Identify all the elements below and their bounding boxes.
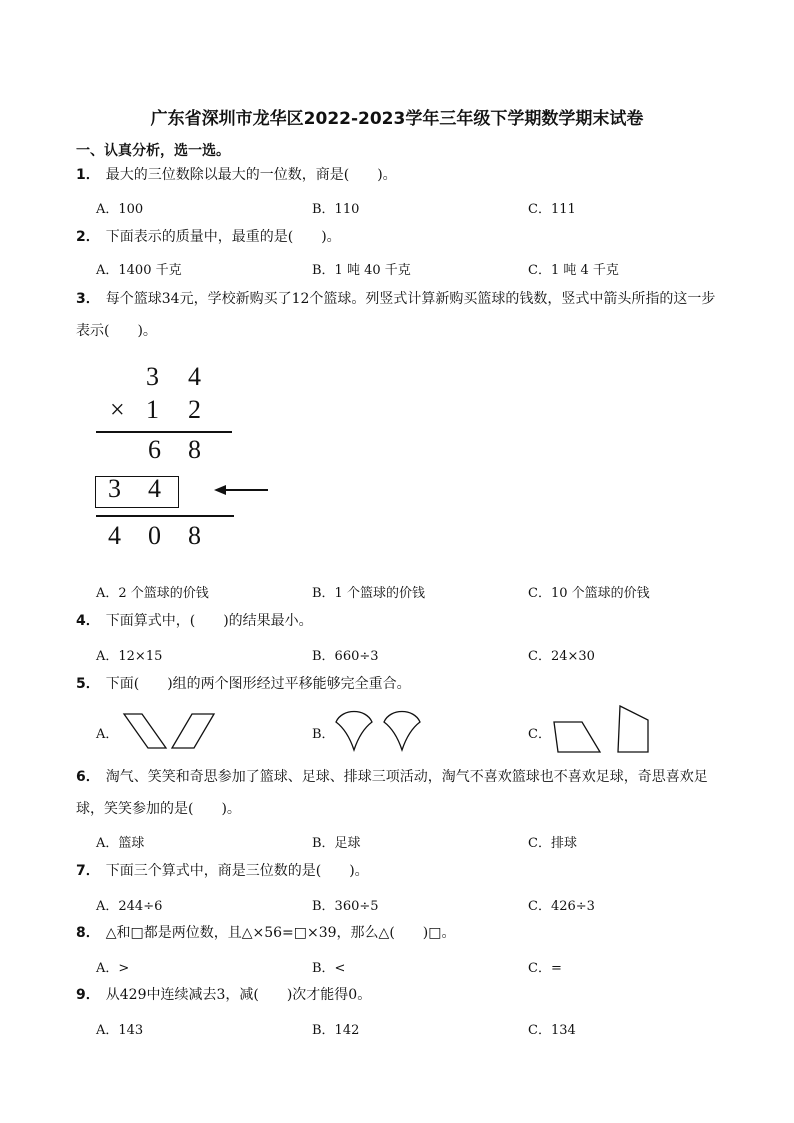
question-3-continued: 表示( )。 — [76, 323, 157, 339]
multiply-sign: × — [110, 395, 125, 424]
question-text: 淘气、笑笑和奇思参加了篮球、足球、排球三项活动，淘气不喜欢篮球也不喜欢足球，奇思喜欢足 — [105, 769, 708, 785]
option-b: B．110 — [312, 202, 360, 217]
parallelogram-pair-icon — [120, 712, 220, 752]
option-b: B．1 个篮球的价钱 — [312, 586, 425, 601]
option-b: B．1 吨 40 千克 — [312, 263, 411, 278]
question-6 — [76, 762, 708, 792]
option-b: B．< — [312, 961, 346, 976]
option-a: A．> — [96, 961, 130, 976]
section-heading: 一、认真分析，选一选。 — [76, 143, 230, 159]
question-8 — [76, 918, 455, 948]
question-3 — [76, 284, 715, 314]
question-text: 下面( )组的两个图形经过平移能够完全重合。 — [105, 676, 411, 692]
calc-digit: 4 — [148, 474, 161, 503]
calc-digit: 3 — [146, 362, 159, 391]
option-a: A．2 个篮球的价钱 — [96, 586, 209, 601]
question-number: 5． — [76, 676, 100, 692]
fan-shape-pair-icon — [334, 710, 424, 754]
option-b: B．660÷3 — [312, 649, 379, 664]
question-text: 下面表示的质量中，最重的是( )。 — [105, 229, 341, 245]
calc-digit: 4 — [108, 521, 121, 550]
question-number: 3． — [76, 291, 100, 307]
question-number: 6． — [76, 769, 100, 785]
option-b: B．360÷5 — [312, 899, 379, 914]
quadrilateral-pair-icon — [550, 704, 654, 756]
arrow-left-icon — [212, 482, 272, 498]
question-number: 8． — [76, 925, 100, 941]
option-b: B．142 — [312, 1023, 360, 1038]
page-title: 广东省深圳市龙华区2022-2023学年三年级下学期数学期末试卷 — [150, 109, 644, 129]
option-c: C．426÷3 — [528, 899, 595, 914]
option-c: C． — [528, 727, 551, 742]
option-b: B． — [312, 727, 335, 742]
option-c: C．排球 — [528, 836, 577, 851]
question-text: 每个篮球34元，学校新购买了12个篮球。列竖式计算新购买篮球的钱数，竖式中箭头所指的这一步 — [105, 291, 716, 307]
question-6-continued: 球，笑笑参加的是( )。 — [76, 801, 241, 817]
calc-line — [96, 431, 232, 433]
option-c: C．111 — [528, 202, 576, 217]
question-text: 最大的三位数除以最大的一位数，商是( )。 — [105, 167, 397, 183]
calc-digit: 6 — [148, 435, 161, 464]
option-a: A．1400 千克 — [96, 263, 182, 278]
calc-digit: 0 — [148, 521, 161, 550]
question-number: 7． — [76, 863, 100, 879]
question-text: 下面三个算式中，商是三位数的是( )。 — [105, 863, 369, 879]
option-a: A．244÷6 — [96, 899, 163, 914]
question-2 — [76, 222, 341, 252]
question-text: 从429中连续减去3，减( )次才能得0。 — [105, 987, 372, 1003]
question-number: 2． — [76, 229, 100, 245]
calc-digit: 3 — [108, 474, 121, 503]
calc-digit: 2 — [188, 395, 201, 424]
option-c: C．134 — [528, 1023, 576, 1038]
calc-digit: 1 — [146, 395, 159, 424]
option-a: A．12×15 — [96, 649, 163, 664]
question-number: 9． — [76, 987, 100, 1003]
option-a: A．143 — [96, 1023, 144, 1038]
question-text: △和□都是两位数，且△×56=□×39，那么△( )□。 — [105, 925, 456, 941]
calc-line — [96, 515, 234, 517]
option-a: A．篮球 — [96, 836, 145, 851]
question-7 — [76, 856, 369, 886]
question-1 — [76, 160, 397, 190]
option-c: C．1 吨 4 千克 — [528, 263, 619, 278]
option-a: A． — [96, 727, 119, 742]
question-number: 4． — [76, 613, 100, 629]
option-a: A．100 — [96, 202, 144, 217]
question-9 — [76, 980, 371, 1010]
calc-digit: 8 — [188, 435, 201, 464]
question-4 — [76, 606, 313, 636]
question-number: 1． — [76, 167, 100, 183]
option-b: B．足球 — [312, 836, 361, 851]
option-c: C．24×30 — [528, 649, 595, 664]
option-c: C．10 个篮球的价钱 — [528, 586, 650, 601]
calc-digit: 4 — [188, 362, 201, 391]
question-5 — [76, 669, 411, 699]
calc-digit: 8 — [188, 521, 201, 550]
question-text: 下面算式中，( )的结果最小。 — [105, 613, 313, 629]
option-c: C．= — [528, 961, 562, 976]
